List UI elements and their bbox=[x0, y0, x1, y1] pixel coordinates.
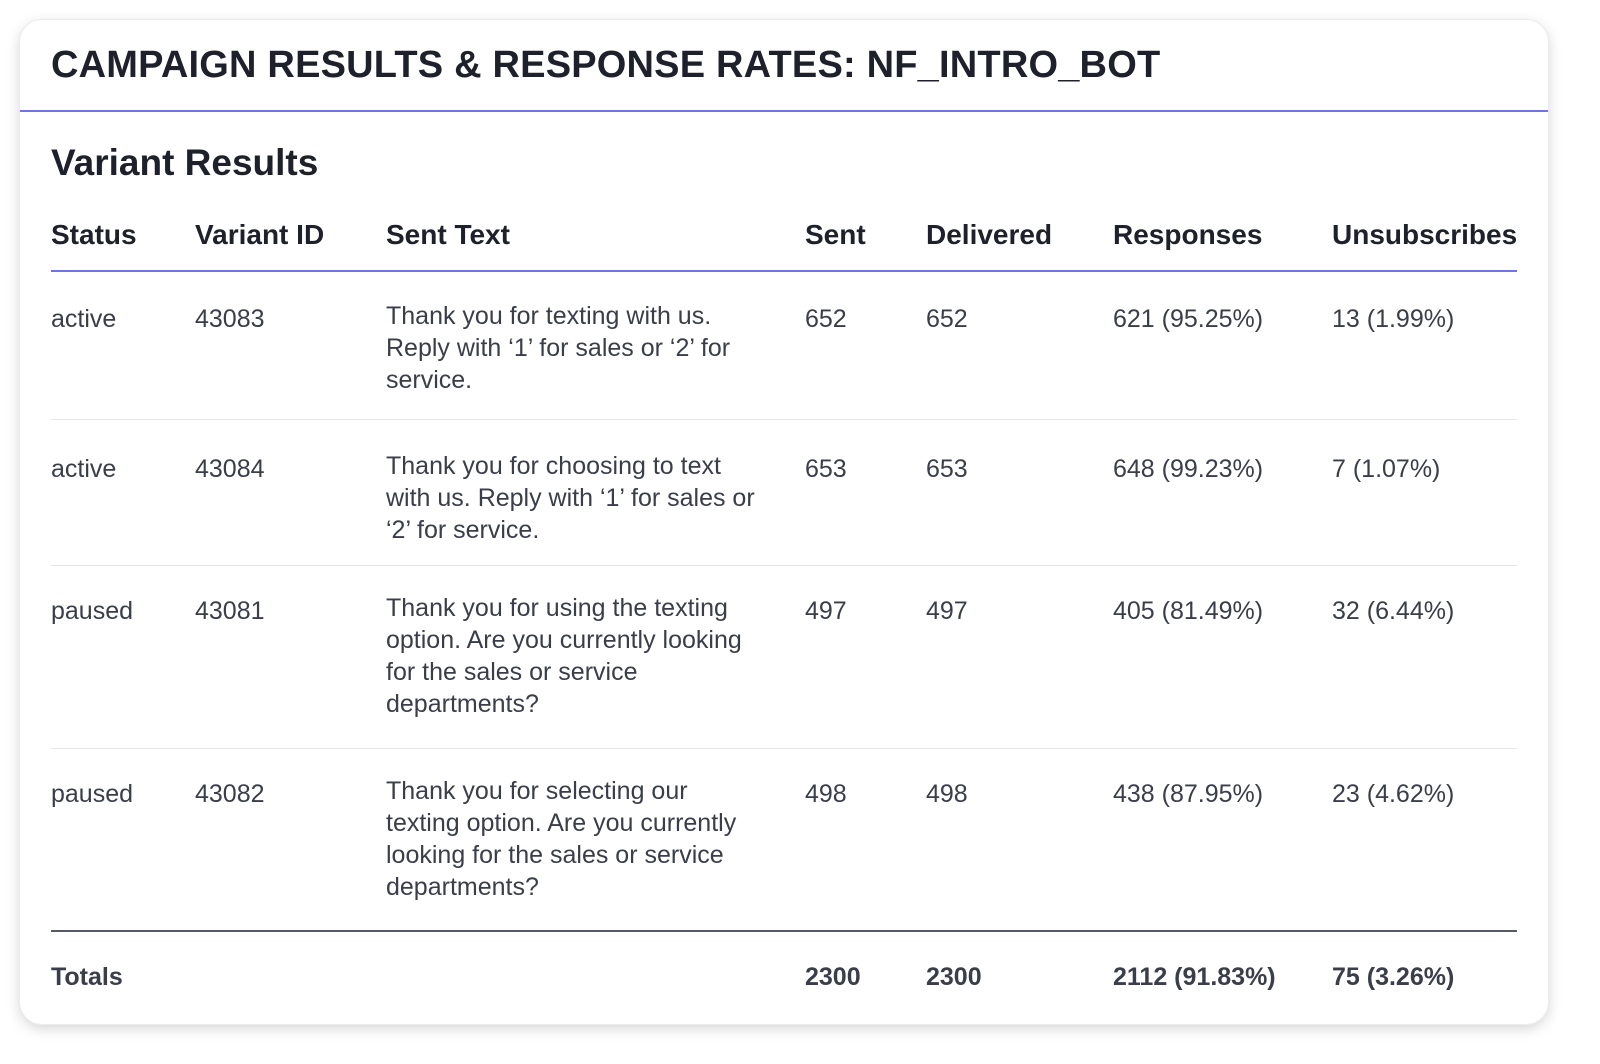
sent-text-cell bbox=[386, 419, 805, 565]
status-cell bbox=[51, 748, 195, 931]
variant-id-value: 43081 bbox=[195, 596, 265, 625]
sent-text-value: Thank you for texting with us. Reply with ‘1’ for sales or ‘2’ for service. bbox=[386, 302, 731, 394]
status-cell bbox=[51, 565, 195, 748]
campaign-results-card bbox=[20, 20, 1548, 1024]
column-header-responses[interactable]: Responses bbox=[1113, 200, 1332, 271]
delivered-value: 498 bbox=[926, 779, 968, 808]
responses-cell bbox=[1113, 748, 1332, 931]
delivered-cell bbox=[926, 419, 1113, 565]
delivered-cell bbox=[926, 748, 1113, 931]
sent-text-cell bbox=[386, 271, 805, 419]
sent-cell bbox=[805, 271, 926, 419]
sent-text-value: Thank you for selecting our texting option. Are you currently looking for the sales or service departments? bbox=[386, 776, 737, 901]
totals-sent: 2300 bbox=[805, 931, 926, 1022]
totals-responses: 2112 (91.83%) bbox=[1113, 931, 1332, 1022]
delivered-cell bbox=[926, 271, 1113, 419]
sent-cell bbox=[805, 748, 926, 931]
status-cell bbox=[51, 271, 195, 419]
sent-text-value: Thank you for using the texting option. Are you currently looking for the sales or service departments? bbox=[386, 593, 742, 718]
sent-value: 653 bbox=[805, 454, 847, 483]
responses-value: 648 (99.23%) bbox=[1113, 454, 1264, 483]
unsubscribes-cell bbox=[1332, 419, 1517, 565]
totals-empty-variant-id bbox=[195, 931, 386, 1022]
column-header-delivered[interactable]: Delivered bbox=[926, 200, 1113, 271]
responses-value: 621 (95.25%) bbox=[1113, 305, 1264, 333]
page-title: CAMPAIGN RESULTS & RESPONSE RATES: NF_INTRO_BOT bbox=[51, 43, 1161, 86]
status-value: paused bbox=[51, 596, 134, 625]
section-title: Variant Results bbox=[51, 142, 319, 183]
responses-value: 405 (81.49%) bbox=[1113, 596, 1264, 625]
delivered-value: 653 bbox=[926, 454, 968, 483]
delivered-value: 497 bbox=[926, 596, 968, 625]
unsubscribes-value: 32 (6.44%) bbox=[1332, 596, 1455, 625]
sent-text-cell bbox=[386, 565, 805, 748]
unsubscribes-value: 13 (1.99%) bbox=[1332, 305, 1455, 333]
totals-empty-sent-text bbox=[386, 931, 805, 1022]
totals-label: Totals bbox=[51, 931, 195, 1022]
status-value: active bbox=[51, 454, 117, 483]
sent-value: 652 bbox=[805, 305, 847, 333]
variant-id-cell bbox=[195, 419, 386, 565]
table-row[interactable] bbox=[51, 565, 1517, 748]
status-value: active bbox=[51, 305, 117, 333]
variant-id-value: 43083 bbox=[195, 305, 265, 333]
variant-id-value: 43084 bbox=[195, 454, 265, 483]
unsubscribes-value: 23 (4.62%) bbox=[1332, 779, 1455, 808]
column-header-status[interactable]: Status bbox=[51, 200, 195, 271]
variant-id-cell bbox=[195, 271, 386, 419]
column-header-variant-id[interactable]: Variant ID bbox=[195, 200, 386, 271]
table-row[interactable] bbox=[51, 271, 1517, 419]
status-value: paused bbox=[51, 779, 134, 808]
sent-cell bbox=[805, 565, 926, 748]
responses-value: 438 (87.95%) bbox=[1113, 779, 1264, 808]
variant-id-cell bbox=[195, 565, 386, 748]
variant-results-table bbox=[51, 200, 1517, 1022]
column-header-sent[interactable]: Sent bbox=[805, 200, 926, 271]
table-row[interactable] bbox=[51, 748, 1517, 931]
unsubscribes-value: 7 (1.07%) bbox=[1332, 454, 1441, 483]
variant-id-value: 43082 bbox=[195, 779, 265, 808]
responses-cell bbox=[1113, 419, 1332, 565]
responses-cell bbox=[1113, 271, 1332, 419]
column-header-sent-text[interactable]: Sent Text bbox=[386, 200, 805, 271]
responses-cell bbox=[1113, 565, 1332, 748]
sent-text-cell bbox=[386, 748, 805, 931]
sent-value: 497 bbox=[805, 596, 847, 625]
sent-cell bbox=[805, 419, 926, 565]
status-cell bbox=[51, 419, 195, 565]
unsubscribes-cell bbox=[1332, 271, 1517, 419]
totals-unsubscribes: 75 (3.26%) bbox=[1332, 931, 1517, 1022]
table-row[interactable] bbox=[51, 419, 1517, 565]
column-header-unsubscribes[interactable]: Unsubscribes bbox=[1332, 200, 1517, 271]
variant-id-cell bbox=[195, 748, 386, 931]
unsubscribes-cell bbox=[1332, 565, 1517, 748]
table-header-row bbox=[51, 200, 1517, 271]
unsubscribes-cell bbox=[1332, 748, 1517, 931]
delivered-value: 652 bbox=[926, 305, 968, 333]
totals-row bbox=[51, 931, 1517, 1022]
totals-delivered: 2300 bbox=[926, 931, 1113, 1022]
sent-value: 498 bbox=[805, 779, 847, 808]
delivered-cell bbox=[926, 565, 1113, 748]
sent-text-value: Thank you for choosing to text with us. Reply with ‘1’ for sales or ‘2’ for service. bbox=[386, 451, 755, 544]
card-header bbox=[20, 20, 1548, 112]
